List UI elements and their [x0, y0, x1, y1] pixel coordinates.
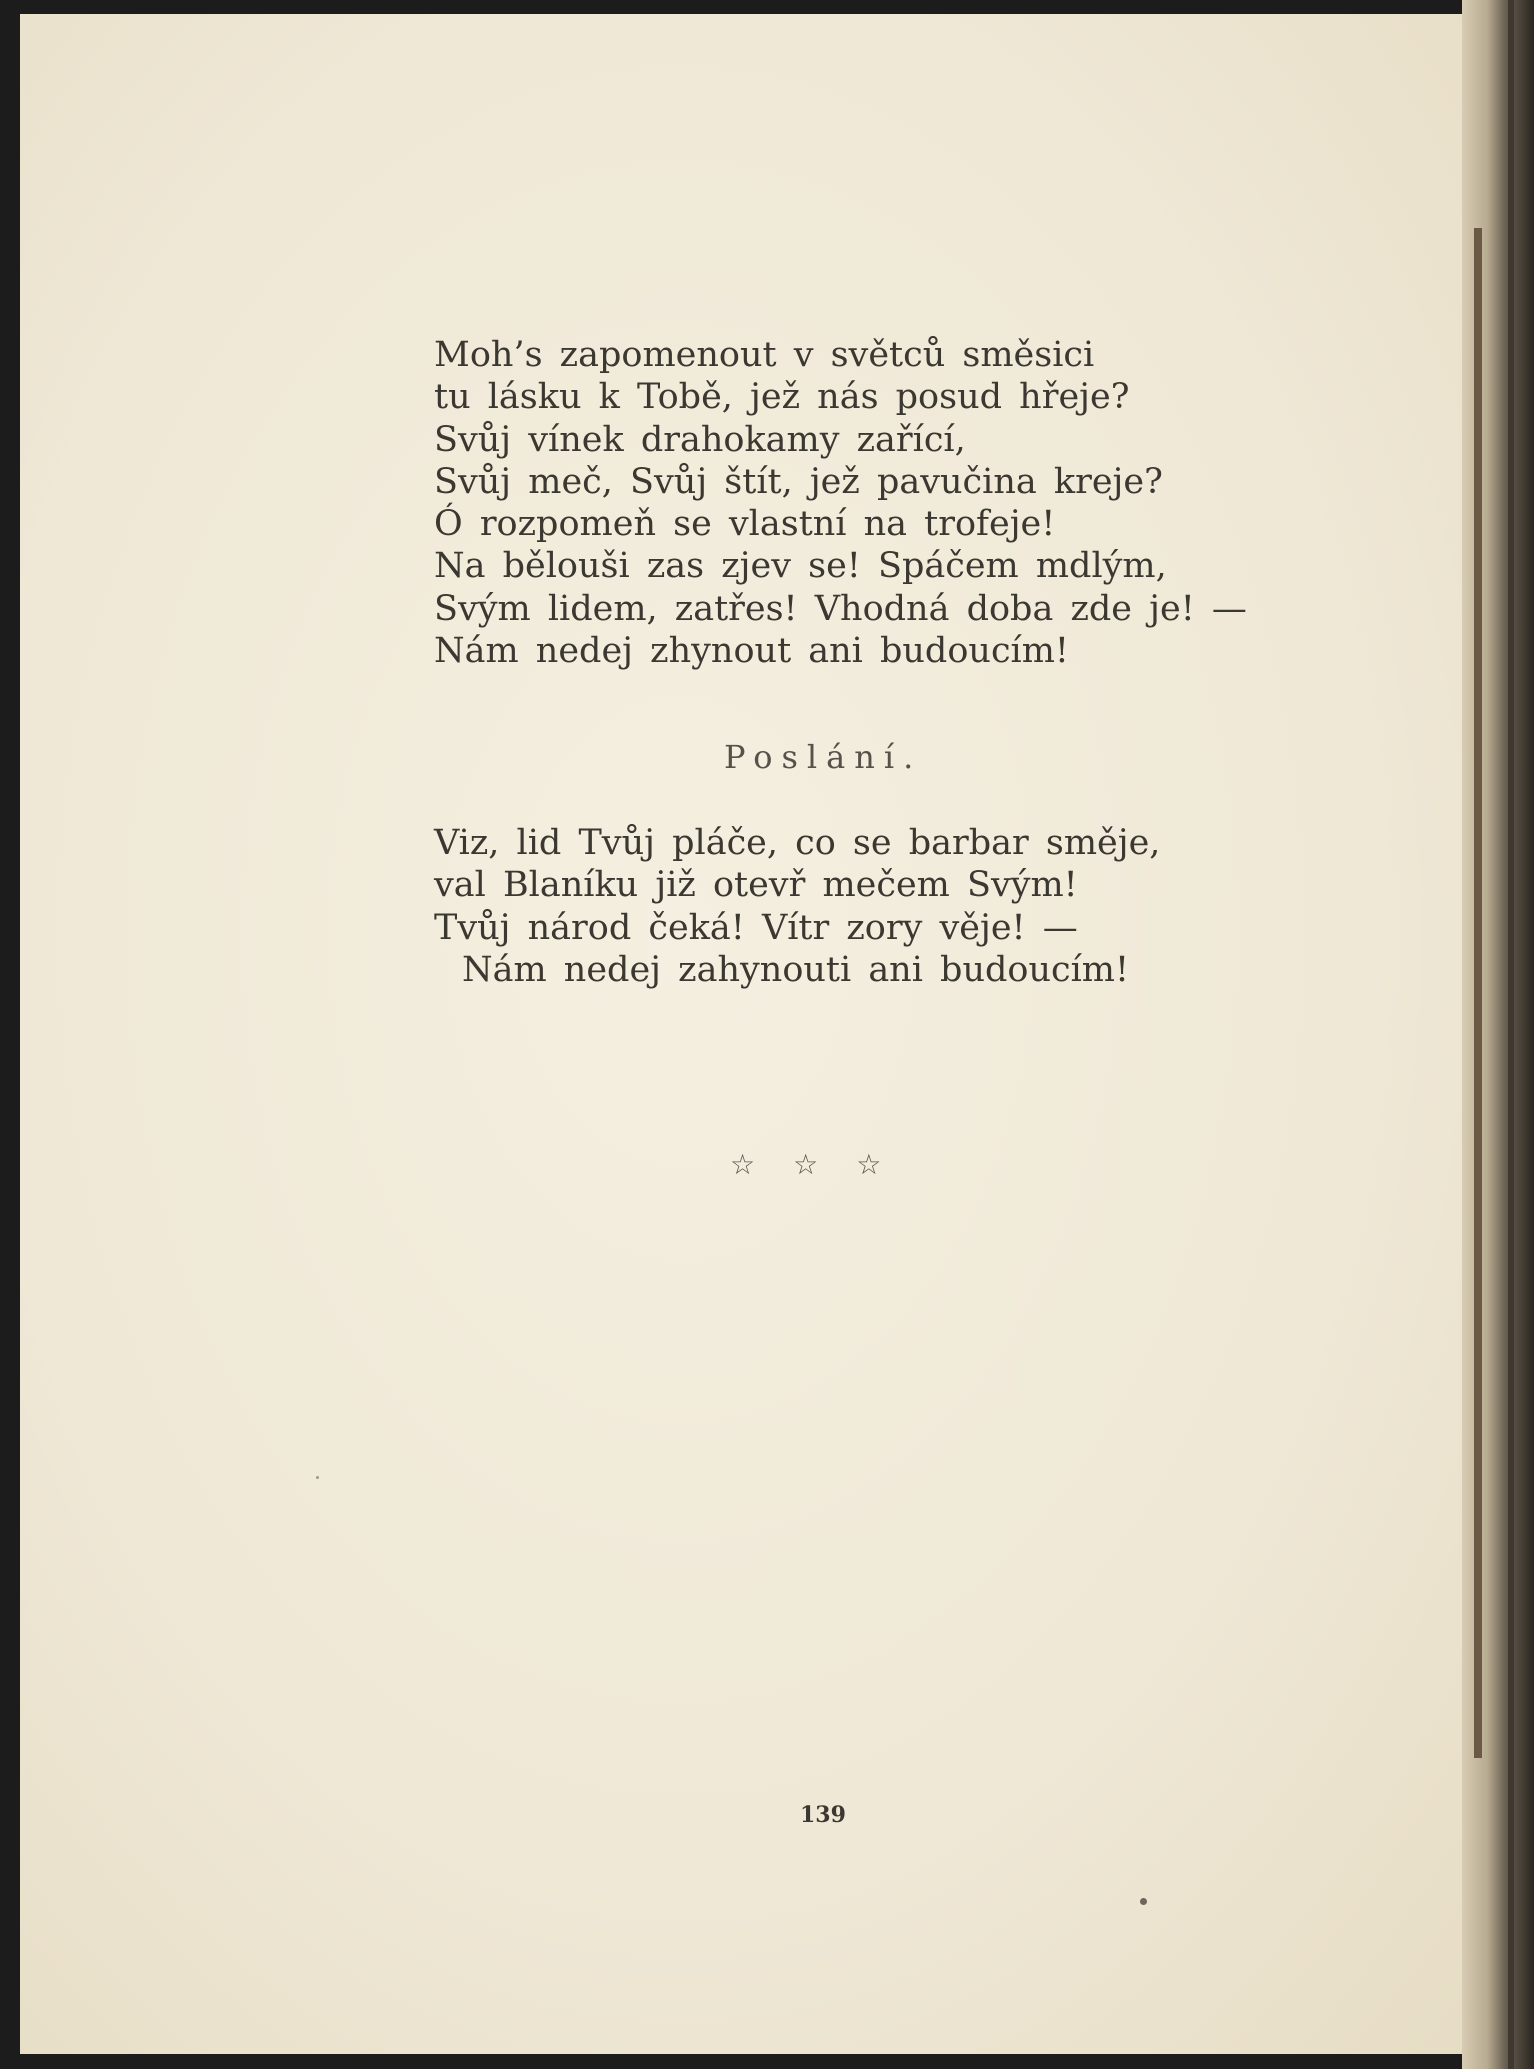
star-ornament [730, 1148, 881, 1181]
poem-line: tu lásku k Tobě, jež nás posud hřeje? [434, 377, 1130, 418]
poem-line: Viz, lid Tvůj pláče, co se barbar směje, [434, 823, 1161, 863]
poem-line: Nám nedej zhynout ani budoucím! [434, 631, 1069, 672]
star-icon: ☆ [730, 1148, 756, 1181]
book-gutter [1462, 0, 1534, 2069]
poem-stanza-two [434, 822, 1160, 991]
star-icon: ☆ [856, 1148, 882, 1181]
star-icon: ☆ [793, 1148, 819, 1181]
poem-line: Nám nedej zahynouti ani budoucím! [462, 949, 1130, 990]
section-heading: Poslání. [724, 738, 923, 776]
poem-stanza-one [434, 334, 1247, 672]
poem-line: Svůj vínek drahokamy zařící, [434, 419, 966, 460]
book-page [20, 14, 1490, 2054]
poem-line: Ó rozpomeň se vlastní na trofeje! [434, 504, 1056, 545]
poem-line: Svým lidem, zatřes! Vhodná doba zde je! — [434, 588, 1247, 629]
poem-line: Svůj meč, Svůj štít, jež pavučina kreje? [434, 461, 1163, 502]
page-number: 139 [800, 1802, 846, 1828]
paper-speck [316, 1476, 319, 1479]
poem-line: Moh’s zapomenout v světců směsici [434, 335, 1095, 375]
poem-line: Na bělouši zas zjev se! Spáčem mdlým, [434, 546, 1167, 587]
gutter-shadow [1474, 228, 1482, 1758]
paper-speck [1140, 1898, 1147, 1905]
poem-line: val Blaníku již otevř mečem Svým! [434, 865, 1078, 906]
gutter-edge [1508, 0, 1514, 2069]
poem-line: Tvůj národ čeká! Vítr zory věje! — [434, 907, 1078, 948]
